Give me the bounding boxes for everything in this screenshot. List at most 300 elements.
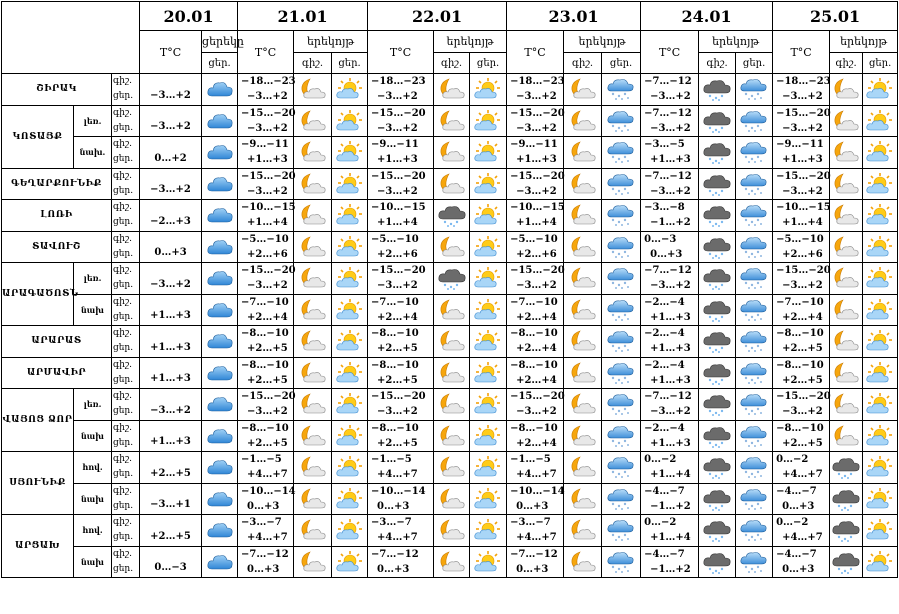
date-header: 23.01 <box>507 2 641 31</box>
snow-cloud-icon <box>602 452 641 484</box>
temp-cell <box>641 137 699 169</box>
moon-cloud-icon <box>564 546 602 578</box>
region-row <box>2 168 898 200</box>
region-subzone: նախ <box>74 483 112 515</box>
snow-cloud-icon <box>602 326 641 358</box>
day-temp: +2…+6 <box>782 248 823 260</box>
night-temp: −8…−10 <box>510 359 558 371</box>
night-col-header: գիշ. <box>294 53 332 74</box>
temp-cell: −3…+2 <box>140 105 202 137</box>
day-temp: +1…+4 <box>650 532 691 544</box>
day-label: ցեր. <box>113 343 134 354</box>
temp-cell <box>238 200 294 232</box>
region-row <box>2 420 898 452</box>
night-temp: −10…−15 <box>776 202 831 214</box>
sun-cloud-icon <box>332 200 368 232</box>
night-label: գիշ. <box>113 170 132 181</box>
night-temp: −8…−10 <box>371 328 419 340</box>
night-temp: −4…−7 <box>776 485 817 497</box>
moon-cloud-icon <box>564 389 602 421</box>
day-label: ցեր. <box>113 406 134 417</box>
day-col-header: ցեր. <box>863 53 898 74</box>
night-day-label <box>112 294 140 326</box>
night-day-label <box>112 483 140 515</box>
day-temp: +2…+4 <box>516 311 557 323</box>
temp-header: T°C <box>773 31 830 74</box>
snow-cloud-icon <box>736 137 773 169</box>
night-temp: −5…−10 <box>776 233 824 245</box>
day-temp: −3…+2 <box>650 280 691 292</box>
moon-cloud-icon <box>830 420 863 452</box>
night-temp: −18…−23 <box>241 76 296 88</box>
temp-cell <box>238 452 294 484</box>
day-temp: −1…+2 <box>650 500 691 512</box>
temp-cell <box>507 294 564 326</box>
corner-cell <box>2 2 140 74</box>
moon-cloud-icon <box>434 546 470 578</box>
day-label: ցեր. <box>113 500 134 511</box>
region-row <box>2 137 898 169</box>
night-temp: −7…−12 <box>241 548 289 560</box>
night-temp: −8…−10 <box>510 422 558 434</box>
evening-header: երեկոյթ <box>699 31 773 53</box>
temp-cell <box>773 515 830 547</box>
temp-cell <box>641 420 699 452</box>
day-label: ցեր. <box>113 311 134 322</box>
sun-cloud-icon <box>863 546 898 578</box>
temp-cell <box>368 515 434 547</box>
snow-cloud-icon <box>736 263 773 295</box>
temp-cell <box>641 74 699 106</box>
snow-cloud-icon <box>736 389 773 421</box>
temp-cell <box>773 137 830 169</box>
day-temp: +1…+3 <box>782 154 823 166</box>
dark-cloud-snow-icon <box>699 452 736 484</box>
day-temp: +1…+3 <box>377 154 418 166</box>
region-row <box>2 200 898 232</box>
moon-cloud-icon <box>830 137 863 169</box>
sun-cloud-icon <box>470 515 507 547</box>
dark-cloud-snow-icon <box>699 546 736 578</box>
day-temp: −3…+2 <box>377 122 418 134</box>
night-temp: −18…−23 <box>510 76 565 88</box>
cloud-icon <box>202 515 238 547</box>
moon-cloud-icon <box>564 326 602 358</box>
night-day-label <box>112 200 140 232</box>
night-temp: −8…−10 <box>371 359 419 371</box>
snow-cloud-icon <box>736 515 773 547</box>
temp-cell <box>507 168 564 200</box>
day-temp: +1…+3 <box>650 437 691 449</box>
day-label: ցեր. <box>113 374 134 385</box>
night-label: գիշ. <box>113 485 132 496</box>
day-temp: +2…+4 <box>782 311 823 323</box>
temp-header: T°C <box>368 31 434 74</box>
temp-cell <box>238 420 294 452</box>
night-temp: −9…−11 <box>371 139 419 151</box>
day-temp: −3…+2 <box>247 185 288 197</box>
night-day-label <box>112 452 140 484</box>
day-temp: 0…+3 <box>516 500 549 512</box>
night-temp: −8…−10 <box>371 422 419 434</box>
night-temp: −15…−20 <box>776 391 831 403</box>
region-name: ԼՈՌԻ <box>2 200 112 232</box>
night-temp: −7…−12 <box>371 548 419 560</box>
snow-cloud-icon <box>602 483 641 515</box>
night-label: գիշ. <box>113 454 132 465</box>
temp-cell <box>368 168 434 200</box>
moon-cloud-icon <box>564 483 602 515</box>
moon-cloud-icon <box>564 357 602 389</box>
temp-cell <box>773 294 830 326</box>
temp-header: T°C <box>140 31 202 74</box>
night-temp: −1…−5 <box>510 454 551 466</box>
sun-cloud-icon <box>470 231 507 263</box>
sun-cloud-icon <box>332 326 368 358</box>
dark-cloud-snow-icon <box>434 263 470 295</box>
moon-cloud-icon <box>294 263 332 295</box>
night-label: գիշ. <box>113 422 132 433</box>
night-label: գիշ. <box>113 202 132 213</box>
moon-cloud-icon <box>830 357 863 389</box>
day-temp: −3…+2 <box>516 280 557 292</box>
night-day-label <box>112 105 140 137</box>
day-temp: −3…+2 <box>650 406 691 418</box>
temp-cell <box>641 294 699 326</box>
temp-cell: 0…−3 <box>140 546 202 578</box>
day-temp: +1…+4 <box>377 217 418 229</box>
night-temp: −15…−20 <box>241 170 296 182</box>
day-temp: −3…+2 <box>377 406 418 418</box>
cloud-icon <box>202 74 238 106</box>
night-label: գիշ. <box>113 391 132 402</box>
night-temp: −15…−20 <box>776 170 831 182</box>
moon-cloud-icon <box>434 74 470 106</box>
sun-cloud-icon <box>332 105 368 137</box>
temp-cell: 0…+3 <box>140 231 202 263</box>
temp-header: T°C <box>641 31 699 74</box>
sun-cloud-icon <box>332 515 368 547</box>
cloud-icon <box>202 168 238 200</box>
day-col-header: ցեր. <box>202 53 238 74</box>
day-temp: +4…+7 <box>782 469 823 481</box>
sun-cloud-icon <box>470 200 507 232</box>
day-temp: +2…+5 <box>782 437 823 449</box>
date-header: 21.01 <box>238 2 368 31</box>
temp-cell <box>641 105 699 137</box>
night-temp: −15…−20 <box>371 391 426 403</box>
day-temp: −3…+2 <box>516 406 557 418</box>
region-name: ԱՐԱՐԱՏ <box>2 326 112 358</box>
night-temp: 0…−2 <box>644 517 677 529</box>
night-temp: −10…−14 <box>371 485 426 497</box>
sun-cloud-icon <box>470 294 507 326</box>
day-label: ցեր. <box>113 185 134 196</box>
day-temp: 0…+3 <box>247 500 280 512</box>
snow-cloud-icon <box>602 200 641 232</box>
sun-cloud-icon <box>332 231 368 263</box>
snow-cloud-icon <box>602 263 641 295</box>
region-subzone: նախ. <box>74 137 112 169</box>
snow-cloud-icon <box>602 231 641 263</box>
snow-cloud-icon <box>602 168 641 200</box>
region-row <box>2 483 898 515</box>
region-subzone: նախ <box>74 294 112 326</box>
temp-cell: +2…+5 <box>140 452 202 484</box>
night-temp: −7…−12 <box>644 170 692 182</box>
day-temp: 0…+3 <box>650 248 683 260</box>
night-temp: 0…−2 <box>776 454 809 466</box>
moon-cloud-icon <box>294 200 332 232</box>
moon-cloud-icon <box>294 74 332 106</box>
date-header: 22.01 <box>368 2 507 31</box>
night-temp: −10…−14 <box>241 485 296 497</box>
snow-cloud-icon <box>736 452 773 484</box>
sun-cloud-icon <box>332 263 368 295</box>
day-col-header: ցեր. <box>470 53 507 74</box>
sun-cloud-icon <box>470 263 507 295</box>
night-temp: −2…−4 <box>644 359 685 371</box>
snow-cloud-icon <box>736 168 773 200</box>
night-label: գիշ. <box>113 359 132 370</box>
temp-cell: +2…+5 <box>140 515 202 547</box>
moon-cloud-icon <box>830 231 863 263</box>
day-temp: −3…+2 <box>516 91 557 103</box>
sun-cloud-icon <box>863 483 898 515</box>
night-temp: −7…−12 <box>644 265 692 277</box>
temp-cell <box>368 452 434 484</box>
cloud-icon <box>202 389 238 421</box>
snow-cloud-icon <box>602 137 641 169</box>
day-label: ցեր. <box>113 563 134 574</box>
day-temp: 0…+3 <box>782 563 815 575</box>
moon-cloud-icon <box>294 357 332 389</box>
night-temp: −9…−11 <box>510 139 558 151</box>
moon-cloud-icon <box>434 326 470 358</box>
sun-cloud-icon <box>332 420 368 452</box>
night-label: գիշ. <box>113 296 132 307</box>
temp-cell <box>368 389 434 421</box>
sun-cloud-icon <box>332 357 368 389</box>
temp-cell <box>507 515 564 547</box>
night-day-label <box>112 326 140 358</box>
temp-cell: +1…+3 <box>140 420 202 452</box>
moon-cloud-icon <box>434 420 470 452</box>
night-temp: −7…−12 <box>644 107 692 119</box>
temp-cell: −3…+2 <box>140 74 202 106</box>
temp-cell <box>238 483 294 515</box>
day-temp: −3…+2 <box>782 91 823 103</box>
temp-cell <box>238 105 294 137</box>
night-day-label <box>112 420 140 452</box>
night-temp: −7…−12 <box>510 548 558 560</box>
temp-cell <box>641 483 699 515</box>
day-temp: +4…+7 <box>377 532 418 544</box>
night-temp: −15…−20 <box>510 107 565 119</box>
temp-cell: −3…+2 <box>140 389 202 421</box>
moon-cloud-icon <box>564 168 602 200</box>
evening-header: երեկոյթ <box>564 31 641 53</box>
temp-cell <box>641 546 699 578</box>
snow-cloud-icon <box>736 74 773 106</box>
temp-cell <box>641 357 699 389</box>
sun-cloud-icon <box>470 74 507 106</box>
temp-cell <box>641 389 699 421</box>
sun-cloud-icon <box>332 546 368 578</box>
temp-cell: +1…+3 <box>140 326 202 358</box>
temp-cell <box>507 200 564 232</box>
moon-cloud-icon <box>434 452 470 484</box>
night-temp: −7…−12 <box>644 391 692 403</box>
day-temp: +2…+5 <box>247 374 288 386</box>
night-label: գիշ. <box>113 265 132 276</box>
sun-cloud-icon <box>332 389 368 421</box>
night-temp: −7…−12 <box>644 76 692 88</box>
snow-cloud-icon <box>736 546 773 578</box>
evening-header: երեկոյթ <box>434 31 507 53</box>
night-temp: −15…−20 <box>241 107 296 119</box>
region-name: ԱՐՑԱԽ <box>2 515 74 578</box>
cloud-icon <box>202 231 238 263</box>
temp-cell <box>773 168 830 200</box>
moon-cloud-icon <box>564 231 602 263</box>
snow-cloud-icon <box>736 200 773 232</box>
sun-cloud-icon <box>470 546 507 578</box>
moon-cloud-icon <box>564 74 602 106</box>
day-temp: +1…+4 <box>247 217 288 229</box>
night-label: գիշ. <box>113 517 132 528</box>
cloud-icon <box>202 294 238 326</box>
sun-cloud-icon <box>332 168 368 200</box>
day-temp: −3…+2 <box>516 185 557 197</box>
day-temp: +1…+3 <box>650 311 691 323</box>
dark-cloud-snow-icon <box>699 483 736 515</box>
night-temp: −15…−20 <box>510 391 565 403</box>
temp-cell <box>507 452 564 484</box>
region-name: ՏԱՎՈՒՇ <box>2 231 112 263</box>
temp-header: T°C <box>507 31 564 74</box>
moon-cloud-icon <box>434 357 470 389</box>
temp-cell <box>773 200 830 232</box>
moon-cloud-icon <box>434 389 470 421</box>
day-temp: +2…+5 <box>377 437 418 449</box>
night-temp: −15…−20 <box>371 107 426 119</box>
moon-cloud-icon <box>434 515 470 547</box>
night-day-label <box>112 389 140 421</box>
sun-cloud-icon <box>863 168 898 200</box>
night-label: գիշ. <box>113 139 132 150</box>
night-day-label <box>112 137 140 169</box>
temp-cell <box>238 168 294 200</box>
night-temp: −3…−7 <box>510 517 551 529</box>
snow-cloud-icon <box>602 420 641 452</box>
snow-cloud-icon <box>736 105 773 137</box>
dark-cloud-snow-icon <box>830 546 863 578</box>
day-temp: +2…+5 <box>247 437 288 449</box>
temp-cell <box>507 420 564 452</box>
cloud-icon <box>202 105 238 137</box>
moon-cloud-icon <box>434 294 470 326</box>
night-col-header: գիշ. <box>564 53 602 74</box>
night-temp: −15…−20 <box>510 170 565 182</box>
sun-cloud-icon <box>863 231 898 263</box>
sun-cloud-icon <box>332 483 368 515</box>
night-temp: −8…−10 <box>776 328 824 340</box>
temp-cell <box>368 105 434 137</box>
night-day-label <box>112 168 140 200</box>
day-temp: +1…+4 <box>516 217 557 229</box>
temp-cell <box>507 326 564 358</box>
sun-cloud-icon <box>470 483 507 515</box>
day-temp: +2…+6 <box>516 248 557 260</box>
snow-cloud-icon <box>602 515 641 547</box>
sun-cloud-icon <box>863 105 898 137</box>
night-temp: −10…−15 <box>371 202 426 214</box>
snow-cloud-icon <box>736 357 773 389</box>
night-temp: −7…−10 <box>241 296 289 308</box>
night-temp: −3…−7 <box>371 517 412 529</box>
day-label: ցեր. <box>113 469 134 480</box>
cloud-icon <box>202 357 238 389</box>
day-temp: −3…+2 <box>782 185 823 197</box>
temp-cell <box>238 137 294 169</box>
moon-cloud-icon <box>294 515 332 547</box>
night-temp: −5…−10 <box>510 233 558 245</box>
region-row <box>2 546 898 578</box>
region-row <box>2 326 898 358</box>
cloud-icon <box>202 200 238 232</box>
temp-cell <box>773 74 830 106</box>
region-row <box>2 515 898 547</box>
night-day-label <box>112 231 140 263</box>
night-col-header: գիշ. <box>434 53 470 74</box>
day-label: ցեր. <box>113 437 134 448</box>
dark-cloud-snow-icon <box>830 483 863 515</box>
region-subzone: հով. <box>74 515 112 547</box>
sun-cloud-icon <box>470 357 507 389</box>
region-name: ԱՐԱԳԱԾՈՏՆ <box>2 263 74 326</box>
day-temp: −1…+2 <box>650 563 691 575</box>
temp-cell <box>238 326 294 358</box>
temp-cell: −3…+2 <box>140 263 202 295</box>
moon-cloud-icon <box>830 168 863 200</box>
dark-cloud-snow-icon <box>699 357 736 389</box>
cloud-icon <box>202 546 238 578</box>
night-day-label <box>112 546 140 578</box>
moon-cloud-icon <box>830 326 863 358</box>
snow-cloud-icon <box>602 294 641 326</box>
region-row <box>2 389 898 421</box>
moon-cloud-icon <box>830 74 863 106</box>
moon-cloud-icon <box>294 546 332 578</box>
day-temp: −3…+2 <box>247 91 288 103</box>
night-temp: −7…−10 <box>776 296 824 308</box>
moon-cloud-icon <box>294 168 332 200</box>
region-name: ՇԻՐԱԿ <box>2 74 112 106</box>
temp-cell <box>238 546 294 578</box>
day-label: ցեր. <box>113 280 134 291</box>
region-subzone: լեռ. <box>74 389 112 421</box>
temp-cell <box>507 231 564 263</box>
dark-cloud-snow-icon <box>699 231 736 263</box>
snow-cloud-icon <box>602 105 641 137</box>
day-temp: +2…+5 <box>377 374 418 386</box>
day-temp: +4…+7 <box>516 532 557 544</box>
snow-cloud-icon <box>602 546 641 578</box>
day-temp: −3…+2 <box>650 185 691 197</box>
snow-cloud-icon <box>602 357 641 389</box>
temp-cell <box>641 168 699 200</box>
